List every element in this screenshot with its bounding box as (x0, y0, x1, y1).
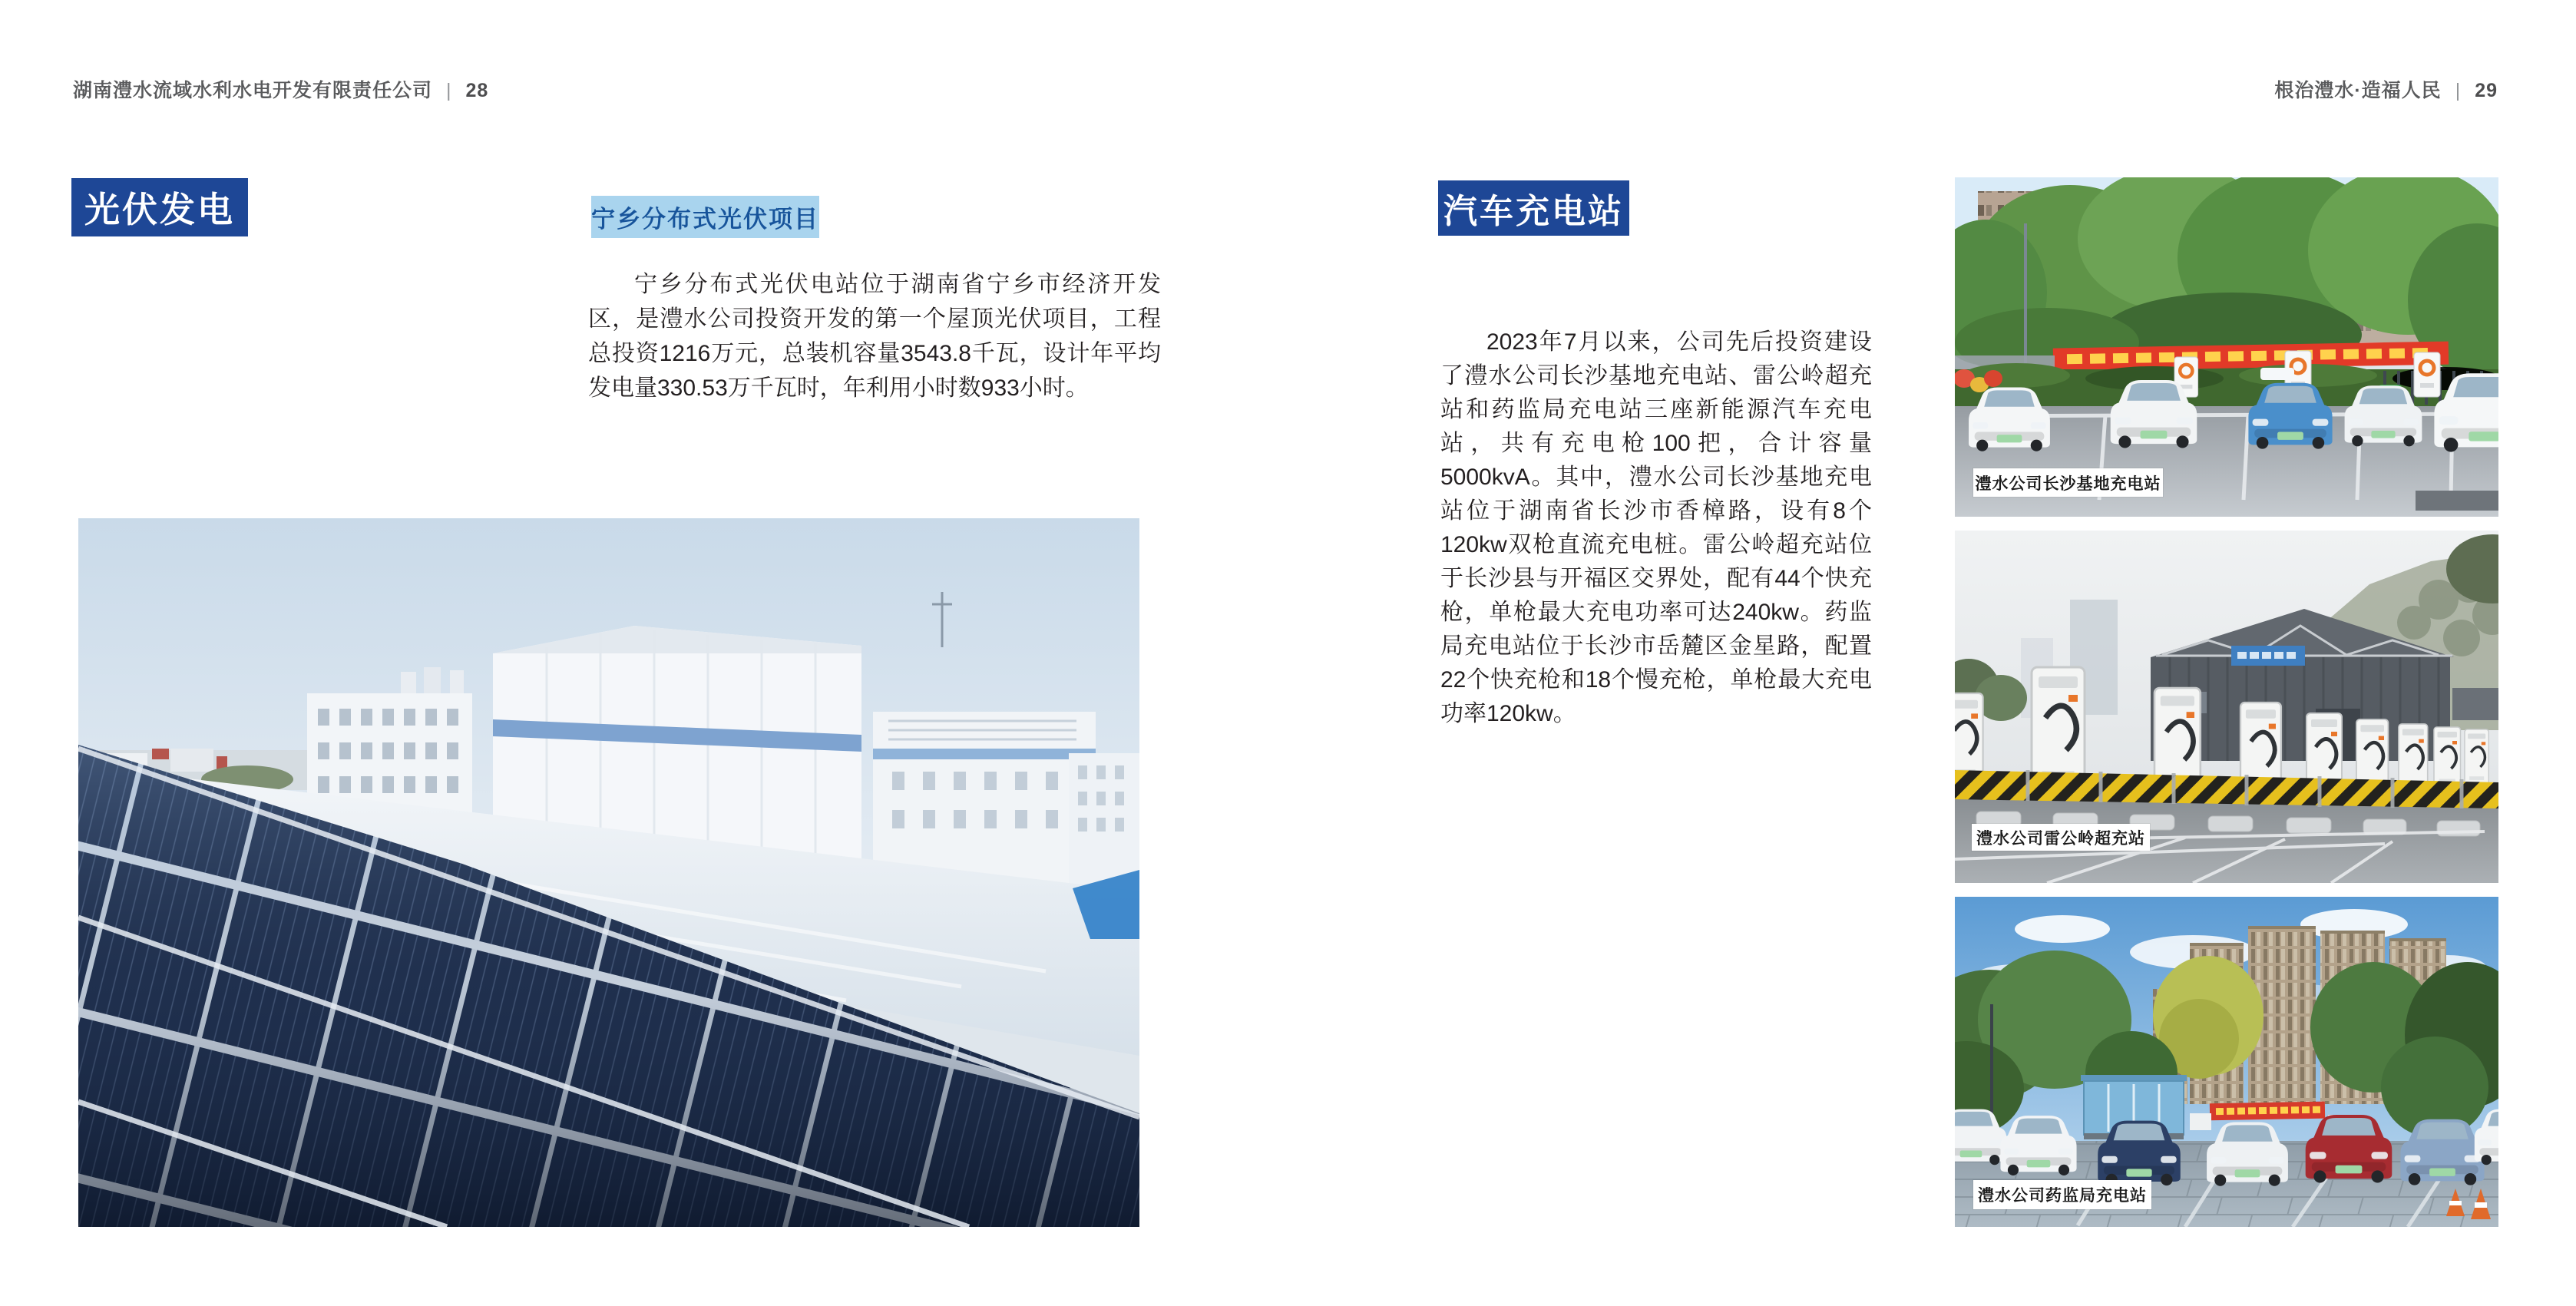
header-left-divider: | (446, 80, 452, 101)
solar-section-title: 光伏发电 (71, 178, 248, 236)
photo-changsha-base-station (1955, 177, 2498, 517)
header-slogan: 根治澧水·造福人民 (2274, 80, 2442, 101)
page-number-right: 29 (2475, 80, 2498, 101)
photo-yaojianju-station (1955, 897, 2498, 1227)
charger (2414, 352, 2440, 397)
charger-cabinet (2434, 727, 2461, 791)
header-company: 湖南澧水流域水利水电开发有限责任公司 (73, 80, 433, 101)
banner (2210, 1102, 2325, 1121)
solar-project-subtitle: 宁乡分布式光伏项目 (591, 196, 819, 238)
header-left (73, 75, 488, 103)
yaojianju-station-illustration (1955, 897, 2498, 1227)
changsha-station-illustration (1955, 177, 2498, 517)
solar-paragraph: 宁乡分布式光伏电站位于湖南省宁乡市经济开发区，是澧水公司投资开发的第一个屋顶光伏项目，工程总投资1216万元，总装机容量3543.8千瓦，设计年平均发电量330.53万千瓦时，年利用小时数933小时。 (588, 272, 1161, 401)
page-number-left: 28 (465, 80, 489, 101)
charging-section-title: 汽车充电站 (1438, 180, 1629, 236)
taxi-roof-sign (2260, 368, 2294, 380)
charging-paragraph: 2023年7月以来，公司先后投资建设了澧水公司长沙基地充电站、雷公岭超充站和药监局充电站三座新能源汽车充电站，共有充电枪100把，合计容量5000kvA。其中，澧水公司长沙基地充电站位于湖南省长沙市香樟路，设有8个120kw双枪直流充电桩。雷公岭超充站位于长沙县与开福区交界处，配有44个快充枪，单枪最大充电功率可达240kw。药监局充电站位于长沙市岳麓区金星路，配置22个快充枪和18个慢充枪，单枪最大充电功率120kw。 (1440, 329, 1872, 726)
photo-caption-yaojianju: 澧水公司药监局充电站 (1973, 1180, 2151, 1209)
solar-panels-illustration (78, 518, 1139, 1227)
charger-cabinet (2465, 729, 2488, 787)
photo-caption-leigongling: 澧水公司雷公岭超充站 (1972, 824, 2150, 851)
drain-grate (2416, 491, 2498, 511)
solar-rooftop-photo (78, 518, 1139, 1227)
header-right (2274, 75, 2498, 103)
photo-leigongling-station (1955, 531, 2498, 883)
photo-caption-changsha-base: 澧水公司长沙基地充电站 (1973, 468, 2163, 497)
header-right-divider: | (2455, 80, 2462, 101)
charger-box (2190, 1113, 2211, 1130)
